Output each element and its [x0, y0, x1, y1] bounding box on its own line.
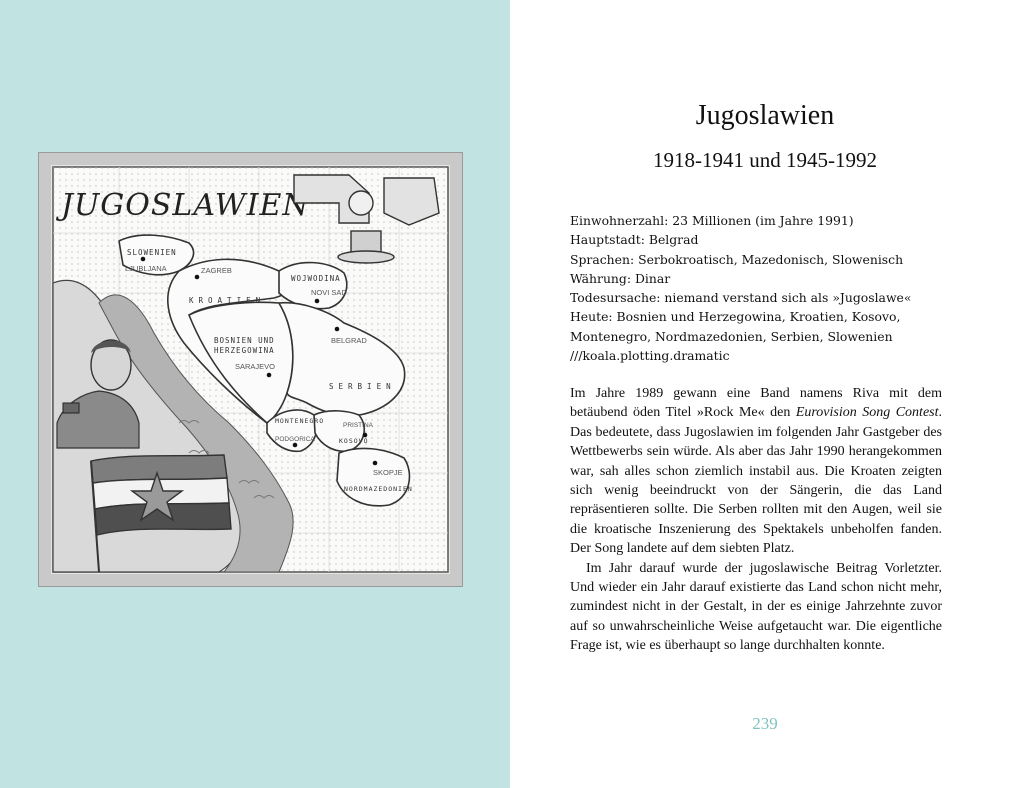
body-text: [570, 384, 942, 656]
fact-line: Sprachen: Serbokroatisch, Mazedonisch, Slowenisch: [570, 251, 904, 267]
region-label-slowenien: SLOWENIEN: [127, 248, 177, 257]
fact-line: Hauptstadt: Belgrad: [570, 232, 699, 248]
page-title: Jugoslawien: [695, 100, 835, 131]
city-label-novi-sad: NOVI SAD: [311, 288, 347, 297]
page-number: 239: [752, 714, 778, 733]
city-label-belgrad: BELGRAD: [331, 336, 367, 345]
paragraph-1-part-a: Im Jahre 1989 gewann eine Band namens Riva mit dem betäubend öden Titel »Rock Me« den: [570, 386, 942, 421]
fact-line: Heute: Bosnien und Herzegowina, Kroatien, Kosovo,: [570, 309, 901, 325]
city-label-ljubljana: LJUBLJANA: [125, 264, 167, 273]
map-illustration: [38, 152, 463, 587]
region-label-wojwodina: WOJWODINA: [291, 274, 341, 283]
region-label-bosnien-1: BOSNIEN UND: [214, 336, 275, 345]
region-label-serbien: SERBIEN: [329, 382, 396, 391]
map-title: JUGOSLAWIEN: [61, 188, 310, 223]
map-svg: [39, 153, 462, 586]
fact-line: Einwohnerzahl: 23 Millionen (im Jahre 1991): [570, 213, 854, 228]
fact-line: Währung: Dinar: [570, 270, 671, 286]
paragraph-1-part-b: . Das bedeutete, dass Jugoslawien im folgenden Jahr Gastgeber des Wettbewerbs sein würde. Als aber das Jahr 1990 herangekommen war, sah alles schon ziemlich instabil aus. Die Kroaten zeigten sich wenig beeindruckt von der Sängerin, die das Land repräsentieren sollte. Die Serben rollten mit den Augen, weil sie die kroatische Inszenierung des Spektakels unbeholfen fanden. Der Song landete auf dem siebten Platz.: [570, 405, 942, 557]
fact-line: ///koala.plotting.dramatic: [570, 348, 730, 364]
region-label-nordmazedonien: NORDMAZEDONIEN: [344, 485, 413, 493]
facts-block: [570, 211, 960, 365]
right-page: [510, 0, 1020, 788]
city-label-skopje: SKOPJE: [373, 468, 403, 477]
city-label-sarajevo: SARAJEVO: [235, 362, 276, 371]
city-label-pristina: PRISTINA: [343, 422, 373, 429]
city-label-podgorica: PODGORICA: [275, 436, 315, 443]
region-label-montenegro: MONTENEGRO: [275, 417, 325, 425]
paragraph-2: Im Jahr darauf wurde der jugoslawische Beitrag Vorletzter. Und wieder ein Jahr darauf existierte das Land schon nicht mehr, zumindest nicht in der Gestalt, in der es einige Jahrzehnte zuvor auf so unwahrscheinliche Weise aufgetaucht war. Die eigentliche Frage ist, wie es überhaupt so lange durchhalten konnte.: [570, 560, 942, 654]
region-label-bosnien-2: HERZEGOWINA: [214, 346, 275, 355]
page-subtitle: 1918-1941 und 1945-1992: [653, 148, 877, 172]
city-label-zagreb: ZAGREB: [201, 266, 232, 275]
fact-line: Montenegro, Nordmazedonien, Serbien, Slowenien: [570, 328, 893, 344]
paragraph-1: [570, 384, 942, 559]
fact-line: Todesursache: niemand verstand sich als »Jugoslawe«: [570, 290, 912, 306]
region-label-kroatien: KROATIEN: [189, 296, 266, 305]
eurovision-title: Eurovision Song Contest: [795, 405, 939, 421]
region-label-kosovo: KOSOVO: [339, 437, 369, 445]
